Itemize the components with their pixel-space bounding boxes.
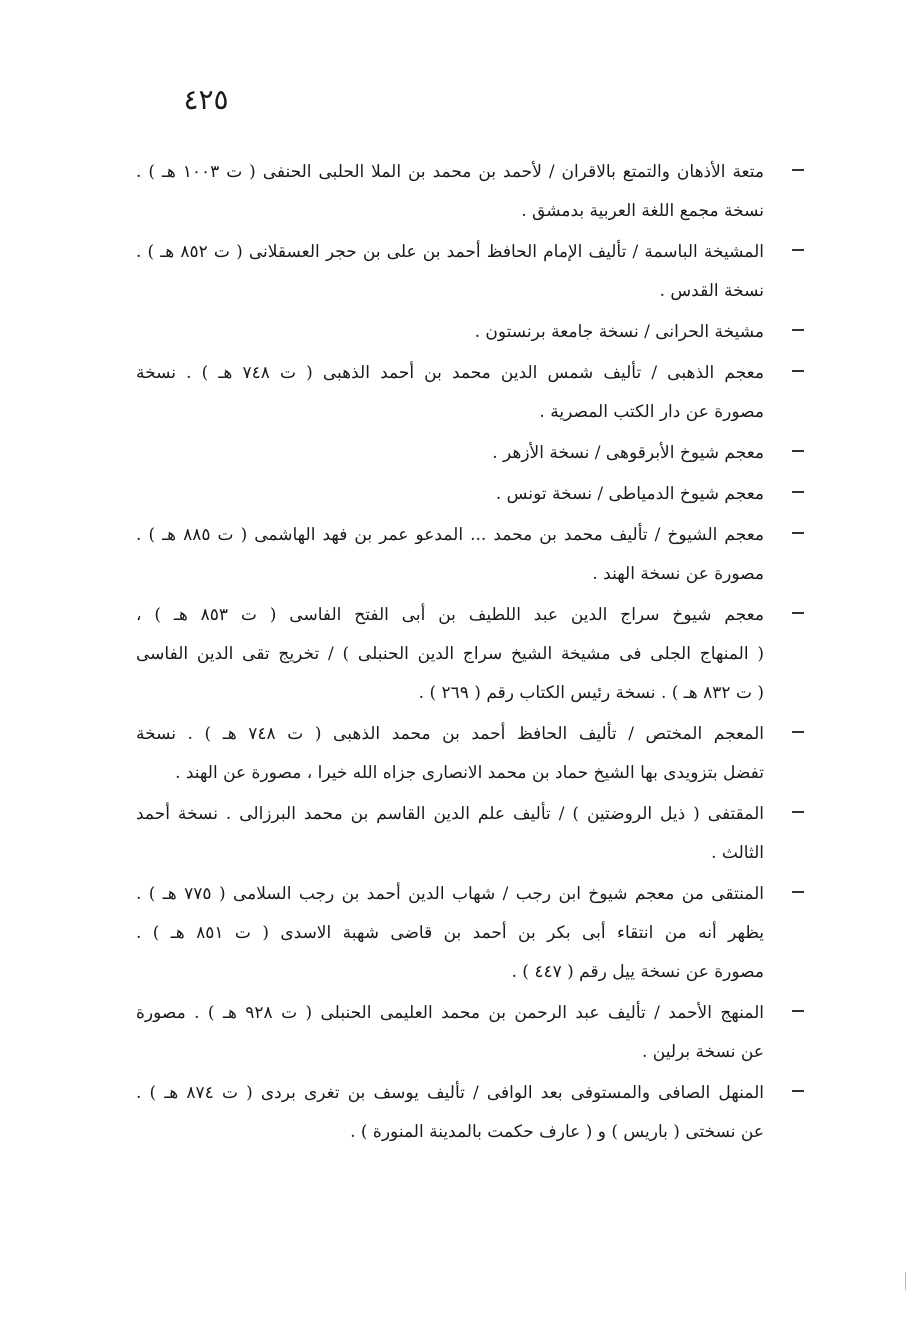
entry-line: مشيخة الحرانى / نسخة جامعة برنستون .: [474, 322, 764, 342]
entry-dash-marker: [792, 1090, 804, 1092]
page-edge-mark: [905, 1272, 912, 1290]
bibliography-entry: [136, 1074, 804, 1152]
bibliography-entry: [136, 475, 804, 514]
page-number: ٤٢٥: [183, 83, 229, 116]
entry-line: المنهل الصافى والمستوفى بعد الوافى / تأليف يوسف بن تغرى بردى ( ت ٨٧٤ هـ ) .: [136, 1083, 764, 1103]
entry-line: معجم الذهبى / تأليف شمس الدين محمد بن أحمد الذهبى ( ت ٧٤٨ هـ ) . نسخة: [136, 363, 764, 383]
bibliography-entry: [136, 153, 804, 231]
entry-dash-marker: [792, 612, 804, 614]
entry-dash-marker: [792, 811, 804, 813]
entry-line: عن نسختى ( باريس ) و ( عارف حكمت بالمدينة المنورة ) .: [350, 1122, 764, 1142]
bibliography-entry: [136, 715, 804, 793]
entry-line: مصورة عن دار الكتب المصرية .: [539, 402, 764, 422]
entry-line: مصورة عن نسخة ييل رقم ( ٤٤٧ ) .: [511, 962, 764, 982]
entry-line: المشيخة الباسمة / تأليف الإمام الحافظ أحمد بن على بن حجر العسقلانى ( ت ٨٥٢ هـ ) .: [136, 242, 764, 262]
bibliography-list: [136, 153, 804, 1154]
entry-line: نسخة مجمع اللغة العربية بدمشق .: [521, 201, 764, 221]
entry-line: الثالث .: [711, 843, 764, 863]
entry-line: معجم شيوخ الأبرقوهى / نسخة الأزهر .: [492, 443, 764, 463]
entry-line: ( ت ٨٣٢ هـ ) . نسخة رئيس الكتاب رقم ( ٢٦٩ ) .: [418, 683, 764, 703]
entry-dash-marker: [792, 532, 804, 534]
bibliography-entry: [136, 875, 804, 992]
entry-dash-marker: [792, 370, 804, 372]
bibliography-entry: [136, 516, 804, 594]
entry-dash-marker: [792, 249, 804, 251]
bibliography-entry: [136, 233, 804, 311]
bibliography-entry: [136, 795, 804, 873]
bibliography-entry: [136, 434, 804, 473]
entry-line: معجم شيوخ سراج الدين عبد اللطيف بن أبى الفتح الفاسى ( ت ٨٥٣ هـ ) ،: [136, 605, 764, 625]
entry-line: نسخة القدس .: [659, 281, 764, 301]
entry-dash-marker: [792, 491, 804, 493]
entry-line: متعة الأذهان والتمتع بالاقران / لأحمد بن محمد بن الملا الحلبى الحنفى ( ت ١٠٠٣ هـ ) .: [136, 162, 764, 182]
entry-line: عن نسخة برلين .: [641, 1042, 764, 1062]
entry-line: معجم شيوخ الدمياطى / نسخة تونس .: [495, 484, 764, 504]
entry-dash-marker: [792, 731, 804, 733]
bibliography-entry: [136, 313, 804, 352]
entry-line: المقتفى ( ذيل الروضتين ) / تأليف علم الدين القاسم بن محمد البرزالى . نسخة أحمد: [136, 804, 764, 824]
entry-dash-marker: [792, 329, 804, 331]
entry-dash-marker: [792, 891, 804, 893]
entry-line: المنهج الأحمد / تأليف عبد الرحمن بن محمد العليمى الحنبلى ( ت ٩٢٨ هـ ) . مصورة: [136, 1003, 764, 1023]
entry-line: المعجم المختص / تأليف الحافظ أحمد بن محمد الذهبى ( ت ٧٤٨ هـ ) . نسخة: [136, 724, 764, 744]
entry-line: ( المنهاج الجلى فى مشيخة الشيخ سراج الدين الحنبلى ) / تخريج تقى الدين الفاسى: [136, 644, 764, 664]
bibliography-entry: [136, 354, 804, 432]
bibliography-entry: [136, 596, 804, 713]
entry-line: تفضل بتزويدى بها الشيخ حماد بن محمد الانصارى جزاه الله خيرا ، مصورة عن الهند .: [175, 763, 764, 783]
bibliography-entry: [136, 994, 804, 1072]
entry-dash-marker: [792, 1010, 804, 1012]
entry-line: مصورة عن نسخة الهند .: [592, 564, 764, 584]
entry-dash-marker: [792, 450, 804, 452]
entry-line: معجم الشيوخ / تأليف محمد بن محمد ... المدعو عمر بن فهد الهاشمى ( ت ٨٨٥ هـ ) .: [136, 525, 764, 545]
entry-line: المنتقى من معجم شيوخ ابن رجب / شهاب الدين أحمد بن رجب السلامى ( ٧٧٥ هـ ) .: [136, 884, 764, 904]
entry-dash-marker: [792, 169, 804, 171]
entry-line: يظهر أنه من انتقاء أبى بكر بن أحمد بن قاضى شهبة الاسدى ( ت ٨٥١ هـ ) .: [136, 923, 764, 943]
